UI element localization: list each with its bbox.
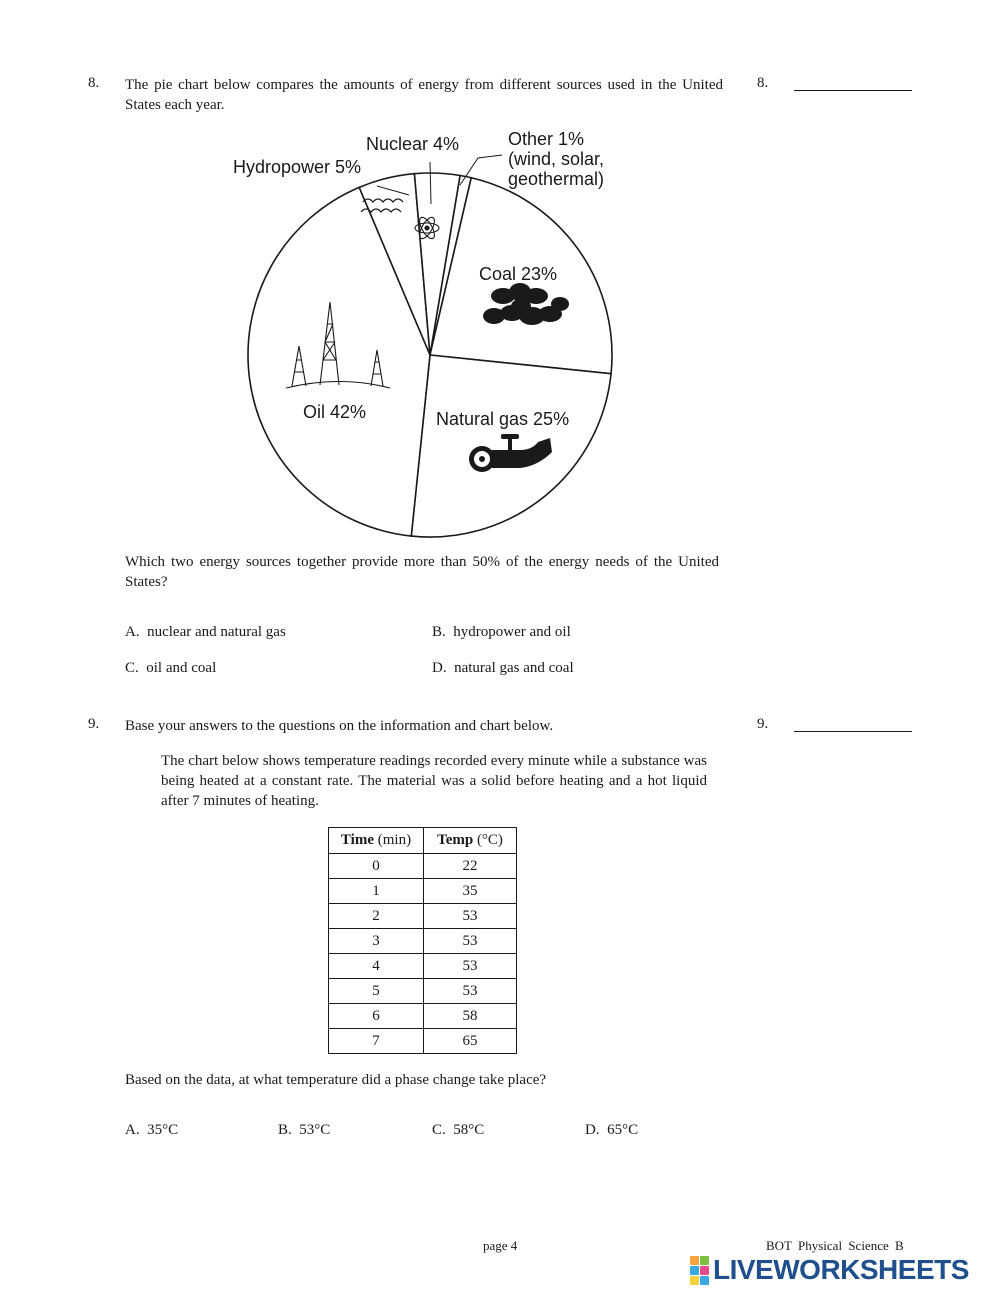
pie-label-nuclear: Nuclear 4% <box>366 134 460 154</box>
table-row <box>329 854 517 879</box>
q8-option-c-text: oil and coal <box>146 660 217 676</box>
answer-9-blank[interactable] <box>794 731 912 732</box>
q9-option-b[interactable] <box>278 1122 330 1139</box>
q8-option-a-text: nuclear and natural gas <box>147 624 286 640</box>
temp-cell: 53 <box>424 954 517 979</box>
q9-option-b-text: 53°C <box>299 1122 331 1138</box>
time-cell: 6 <box>329 1004 424 1029</box>
pie-slices <box>248 173 612 537</box>
temperature-table <box>328 827 517 1054</box>
q9-option-c[interactable] <box>432 1122 484 1139</box>
table-body <box>329 854 517 1054</box>
question-9-text: Based on the data, at what temperature did a phase change take place? <box>125 1072 547 1088</box>
temp-column-header: Temp (°C) <box>424 828 517 854</box>
q9-option-d-letter: D. <box>585 1122 600 1138</box>
table-row <box>329 979 517 1004</box>
pie-label-other-line: geothermal) <box>508 169 605 189</box>
logo-tiles-icon <box>690 1256 709 1285</box>
q9-option-a[interactable] <box>125 1122 178 1139</box>
q8-option-c[interactable] <box>125 660 216 677</box>
temp-cell: 58 <box>424 1004 517 1029</box>
q8-option-d[interactable] <box>432 660 574 677</box>
temp-cell: 53 <box>424 979 517 1004</box>
answer-9-number: 9. <box>757 716 769 732</box>
q9-option-b-letter: B. <box>278 1122 292 1138</box>
time-cell: 1 <box>329 879 424 904</box>
temp-cell: 65 <box>424 1029 517 1054</box>
pie-label-oil: Oil 42% <box>303 402 367 422</box>
pie-label-other-line: Other 1% <box>508 129 585 149</box>
q9-option-d-text: 65°C <box>607 1122 639 1138</box>
table-row <box>329 879 517 904</box>
q8-option-c-letter: C. <box>125 660 139 676</box>
question-8-number: 8. <box>88 75 100 91</box>
q8-option-b-letter: B. <box>432 624 446 640</box>
q8-option-a[interactable] <box>125 624 286 641</box>
q8-option-b[interactable] <box>432 624 571 641</box>
temp-cell: 35 <box>424 879 517 904</box>
q9-option-a-text: 35°C <box>147 1122 179 1138</box>
table-row <box>329 929 517 954</box>
table-row <box>329 954 517 979</box>
q9-option-c-letter: C. <box>432 1122 446 1138</box>
pie-label-hydropower: Hydropower 5% <box>233 157 362 177</box>
q8-option-d-text: natural gas and coal <box>454 660 574 676</box>
answer-8-blank[interactable] <box>794 90 912 91</box>
q9-option-a-letter: A. <box>125 1122 140 1138</box>
temp-cell: 22 <box>424 854 517 879</box>
pie-label-other-line: (wind, solar, <box>508 149 605 169</box>
time-column-header: Time (min) <box>329 828 424 854</box>
question-9-number: 9. <box>88 716 100 732</box>
table-row <box>329 1029 517 1054</box>
pie-label-natural-gas: Natural gas 25% <box>436 409 570 429</box>
time-cell: 0 <box>329 854 424 879</box>
temp-cell: 53 <box>424 929 517 954</box>
table-header-row <box>329 828 517 854</box>
time-cell: 2 <box>329 904 424 929</box>
logo-text: LIVEWORKSHEETS <box>713 1254 969 1285</box>
page-number: page 4 <box>483 1238 518 1253</box>
liveworksheets-logo[interactable] <box>690 1255 969 1285</box>
q8-option-d-letter: D. <box>432 660 447 676</box>
table-row <box>329 1004 517 1029</box>
time-cell: 4 <box>329 954 424 979</box>
pie-label-coal: Coal 23% <box>479 264 558 284</box>
answer-8-number: 8. <box>757 75 769 91</box>
question-8-intro: The pie chart below compares the amounts of energy from different sources used in the United States each year. <box>125 77 723 113</box>
energy-pie-chart <box>220 120 640 545</box>
time-cell: 3 <box>329 929 424 954</box>
table-row <box>329 904 517 929</box>
question-9-intro: Base your answers to the questions on the information and chart below. <box>125 718 554 734</box>
question-8-text: Which two energy sources together provide more than 50% of the energy needs of the United States? <box>125 554 719 590</box>
q9-option-c-text: 58°C <box>453 1122 485 1138</box>
q8-option-b-text: hydropower and oil <box>453 624 571 640</box>
q9-option-d[interactable] <box>585 1122 638 1139</box>
question-9-info: The chart below shows temperature readings recorded every minute while a substance was being heated at a constant rate. The material was a solid before heating and a hot liquid after 7 minutes of heating. <box>161 753 707 809</box>
course-name: BOT Physical Science B <box>766 1238 904 1253</box>
time-cell: 5 <box>329 979 424 1004</box>
q8-option-a-letter: A. <box>125 624 140 640</box>
temp-cell: 53 <box>424 904 517 929</box>
time-cell: 7 <box>329 1029 424 1054</box>
